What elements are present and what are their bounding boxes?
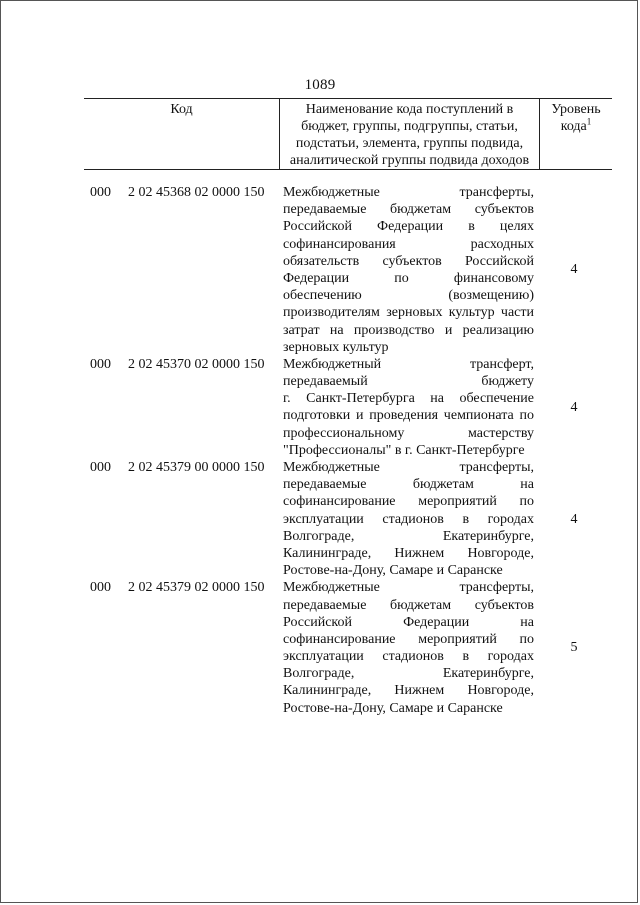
page-number: 1089 xyxy=(304,77,336,93)
row-code: 2 02 45370 02 0000 150 xyxy=(128,356,265,372)
row-level-value: 4 xyxy=(570,399,578,415)
row-code: 2 02 45379 00 0000 150 xyxy=(128,460,265,475)
row-name-line: передаваемые бюджетам субъектов xyxy=(283,597,534,613)
row-name xyxy=(280,459,534,579)
row-name-line: г. Санкт-Петербурга на обеспечение xyxy=(283,391,534,407)
table-row xyxy=(84,459,612,579)
row-level-value: 4 xyxy=(570,262,578,278)
row-name-line: Межбюджетные трансферты, xyxy=(283,460,534,475)
row-name-line: Ростове-на-Дону, Самаре и Саранске xyxy=(283,700,503,716)
row-name-line: Российской Федерации в целях xyxy=(283,219,534,235)
row-name-line: Калининграде, Нижнем Новгороде, xyxy=(283,683,534,699)
row-name xyxy=(280,579,534,717)
header-level-label: кода xyxy=(560,119,587,134)
row-name-line: Волгограде, Екатеринбурге, xyxy=(283,666,534,682)
header-name-line: Наименование кода поступлений в xyxy=(305,102,514,117)
header-level-line2 xyxy=(540,118,612,135)
row-name-line: Волгограде, Екатеринбурге, xyxy=(283,528,534,544)
row-name-line: производителям зерновых культур части xyxy=(283,305,534,321)
row-name-line: Российской Федерации на xyxy=(283,614,534,630)
header-name-column xyxy=(280,99,540,169)
header-level-footnote: 1 xyxy=(586,116,592,127)
row-name-line: Ростове-на-Дону, Самаре и Саранске xyxy=(283,563,503,579)
row-level-value: 4 xyxy=(570,511,578,527)
row-prefix: 000 xyxy=(90,185,111,200)
table-row xyxy=(84,184,612,356)
row-name xyxy=(280,356,534,459)
row-name-line: Межбюджетные трансферты, xyxy=(283,580,534,596)
row-name-line: зерновых культур xyxy=(283,339,389,355)
row-level xyxy=(534,579,612,717)
header-level-column xyxy=(540,99,612,169)
header-code-column xyxy=(84,99,280,169)
header-name-line: аналитической группы подвида доходов xyxy=(289,153,530,168)
row-level xyxy=(534,184,612,356)
table-header xyxy=(84,98,612,170)
row-name-line: подготовки и проведения чемпионата по xyxy=(283,408,534,424)
header-name-line: подстатьи, элемента, группы подвида, xyxy=(295,136,524,151)
row-name-line: софинансирования расходных xyxy=(283,236,534,252)
table-body xyxy=(84,184,612,717)
header-code-label: Код xyxy=(170,102,193,117)
row-name-line: обеспечению (возмещению) xyxy=(283,288,534,304)
header-name-line: бюджет, группы, подгруппы, статьи, xyxy=(301,119,518,134)
row-name-line: эксплуатации стадионов в городах xyxy=(283,511,534,527)
row-name-line: "Профессионалы" в г. Санкт-Петербурге xyxy=(283,442,525,458)
row-name-line: Калининграде, Нижнем Новгороде, xyxy=(283,545,534,561)
row-name-line: Федерации по финансовому xyxy=(283,270,534,286)
row-name-line: Межбюджетный трансферт, xyxy=(283,356,534,372)
row-prefix: 000 xyxy=(90,356,111,372)
header-level-line1: Уровень xyxy=(551,102,601,117)
row-code: 2 02 45379 02 0000 150 xyxy=(128,580,265,596)
row-name-line: затрат на производство и реализацию xyxy=(283,322,534,338)
row-name-line: обязательств субъектов Российской xyxy=(283,253,534,269)
row-level-value: 5 xyxy=(570,640,578,656)
row-level xyxy=(534,356,612,459)
table-row xyxy=(84,579,612,717)
row-code: 2 02 45368 02 0000 150 xyxy=(128,185,265,200)
table-row xyxy=(84,356,612,459)
row-level xyxy=(534,459,612,579)
row-name-line: эксплуатации стадионов в городах xyxy=(283,649,534,665)
row-name-line: передаваемые бюджетам на xyxy=(283,477,534,493)
row-prefix: 000 xyxy=(90,460,111,475)
row-name-line: профессиональному мастерству xyxy=(283,425,534,441)
row-name-line: передаваемый бюджету xyxy=(283,374,534,390)
row-name xyxy=(280,184,534,356)
row-name-line: софинансирование мероприятий по xyxy=(283,494,534,510)
row-name-line: софинансирование мероприятий по xyxy=(283,631,534,647)
row-prefix: 000 xyxy=(90,580,111,596)
row-name-line: передаваемые бюджетам субъектов xyxy=(283,202,534,218)
row-name-line: Межбюджетные трансферты, xyxy=(283,185,534,200)
